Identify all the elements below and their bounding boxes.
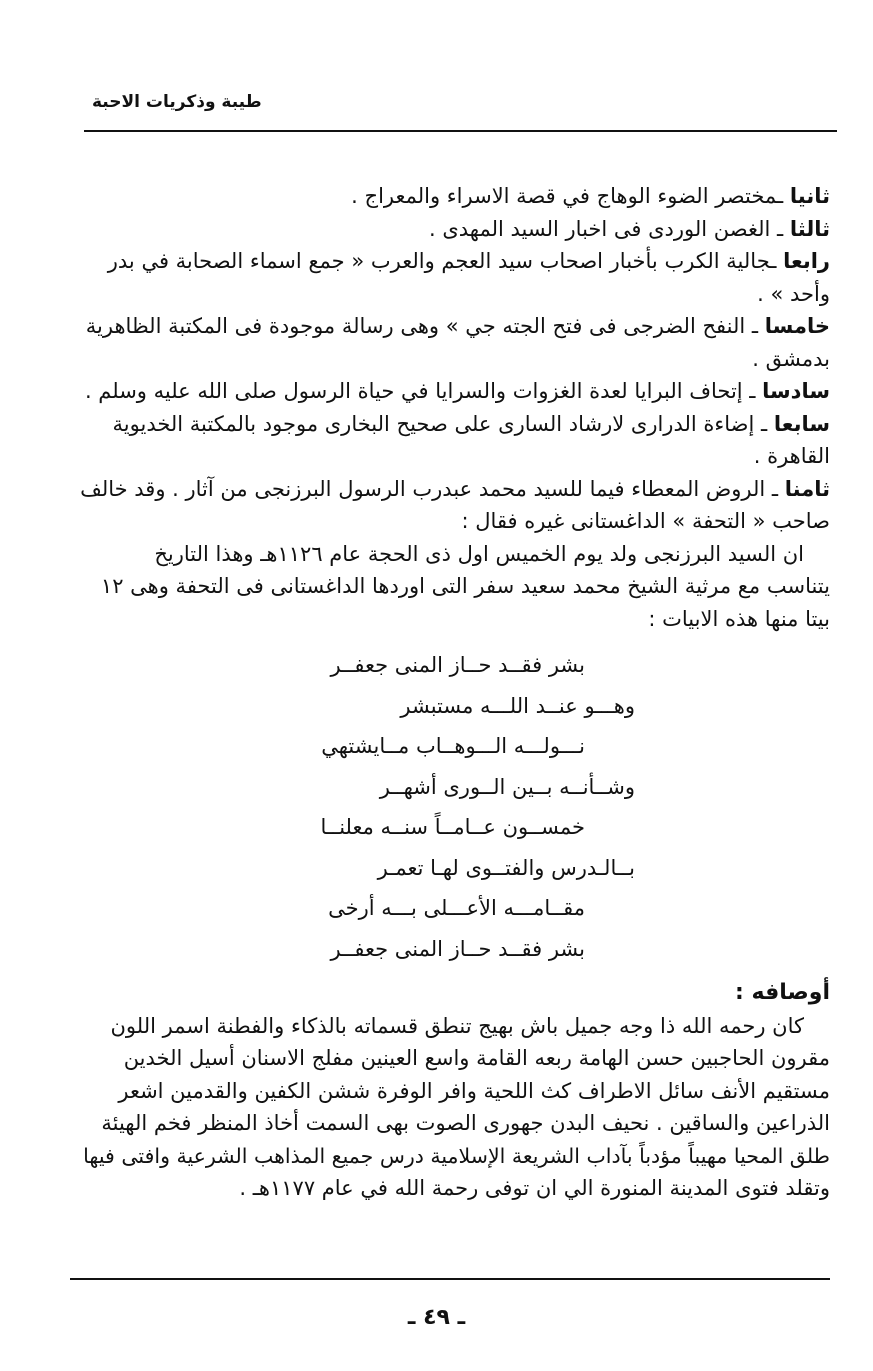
poem [72, 645, 830, 969]
item-label: ثالثا [789, 216, 830, 241]
paragraph-line: بيتا منها هذه الابيات : [648, 606, 830, 631]
list-item [72, 245, 830, 278]
paragraph-line: وتقلد فتوى المدينة المنورة الي ان توفى رحمة الله في عام ١١٧٧هـ . [239, 1176, 830, 1200]
poem-verse: وشــأنــه بــين الــورى أشهــر [379, 774, 635, 799]
paragraph-line: يتناسب مع مرثية الشيخ محمد سعيد سفر التى اوردها الداغستانى فى التحفة وهى ١٢ [100, 574, 830, 598]
paragraph-line: مستقيم الأنف سائل الاطراف كث اللحية وافر الوفرة ششن الكفين والقدمين اشعر [118, 1078, 830, 1103]
page-number: ـ ٤٩ ـ [407, 1305, 466, 1330]
poem-verse: وهـــو عنــد اللـــه مستبشر [400, 693, 635, 718]
poem-verse: خمســون عــامــاً سنــه معلنــا [320, 815, 585, 839]
paragraph-line: الذراعين والساقين . نحيف البدن جهورى الصوت بهى السمت أخاذ المنظر فخم الهيئة [101, 1111, 830, 1135]
running-header: طيبة وذكريات الاحبة [92, 92, 262, 112]
poem-verse: نـــولـــه الـــوهــاب مــايشتهي [321, 734, 585, 758]
list-item [72, 213, 830, 246]
list-item [72, 375, 830, 408]
item-text: ـ الروض المعطاء فيما للسيد محمد عبدرب الرسول البرزنجى من آثار . وقد خالف [80, 476, 785, 501]
list-item [72, 408, 830, 441]
item-text: ـ إضاءة الدرارى لارشاد السارى على صحيح البخارى موجود بالمكتبة الخديوية [112, 411, 774, 436]
list-item-continuation: القاهرة . [753, 444, 830, 468]
list-item [72, 310, 830, 343]
list-item-continuation: صاحب « التحفة » الداغستانى غيره فقال : [461, 509, 830, 533]
item-text: ـ النفح الضرجى فى فتح الجته جي » وهى رسالة موجودة فى المكتبة الظاهرية [85, 314, 765, 338]
page-body [72, 180, 830, 1205]
poem-verse: بشر فقــد حــاز المنى جعفــر [330, 653, 585, 677]
paragraph-line: كان رحمه الله ذا وجه جميل باش بهيج تنطق قسماته بالذكاء والفطنة اسمر اللون [110, 1013, 804, 1038]
item-label: ثانيا [789, 184, 830, 208]
item-label: ثامنا [784, 476, 830, 501]
item-text: ـمختصر الضوء الوهاج في قصة الاسراء والمعراج . [351, 184, 790, 208]
poem-verse: بشر فقــد حــاز المنى جعفــر [330, 936, 585, 961]
item-label: سادسا [762, 379, 830, 403]
list-item [72, 473, 830, 506]
item-text: ـ الغصن الوردى فى اخبار السيد المهدى . [428, 216, 790, 241]
poem-verse: مقــامـــه الأعـــلى بـــه أرخى [328, 896, 585, 920]
section-title: أوصافه : [735, 980, 830, 1005]
paragraph-line: طلق المحيا مهيباً مؤدباً بآداب الشريعة الإسلامية درس جميع المذاهب الشرعية وافتى فيها [83, 1143, 830, 1168]
list-item [72, 180, 830, 213]
item-label: رابعا [783, 249, 830, 273]
item-text: ـ إتحاف البرايا لعدة الغزوات والسرايا في حياة الرسول صلى الله عليه وسلم . [84, 379, 763, 403]
list-item-continuation: وأحد » . [757, 281, 830, 306]
paragraph-line: ان السيد البرزنجى ولد يوم الخميس اول ذى الحجة عام ١١٢٦هـ وهذا التاريخ [154, 541, 804, 566]
item-text: ـجالية الكرب بأخبار اصحاب سيد العجم والعرب « جمع اسماء الصحابة في بدر [107, 249, 784, 273]
header-rule [84, 130, 837, 132]
item-label: سابعا [773, 411, 830, 436]
item-label: خامسا [764, 314, 830, 338]
poem-verse: بــالـدرس والفتــوى لهـا تعمـر [377, 855, 635, 880]
list-item-continuation: بدمشق . [752, 346, 830, 371]
paragraph-line: مقرون الحاجبين حسن الهامة ربعه القامة واسع العينين مفلج الاسنان أسيل الخدين [123, 1046, 830, 1070]
footer-rule [70, 1278, 830, 1280]
